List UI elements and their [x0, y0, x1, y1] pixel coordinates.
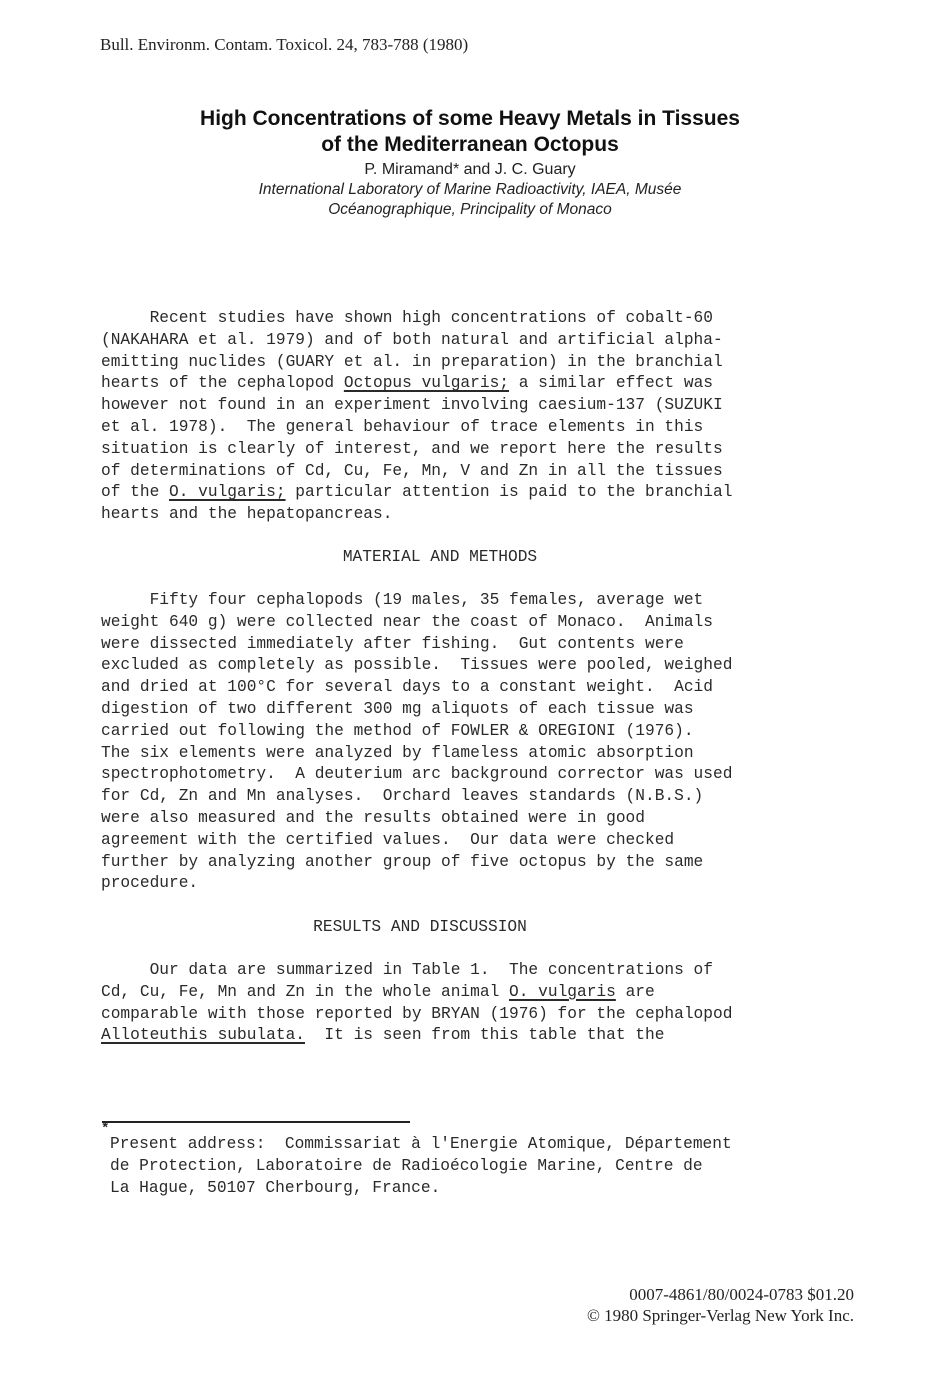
text-line: It is seen from this table that the — [305, 1026, 665, 1045]
text-line: carried out following the method of FOWLER & OREGIONI (1976). — [101, 721, 694, 740]
methods-paragraph — [101, 590, 821, 895]
results-paragraph — [101, 960, 821, 1047]
text-line: situation is clearly of interest, and we report here the results — [101, 439, 723, 458]
title-line-1: High Concentrations of some Heavy Metals in Tissues — [200, 107, 740, 130]
text-line: digestion of two different 300 mg aliquots of each tissue was — [101, 699, 694, 718]
text-line: (NAKAHARA et al. 1979) and of both natural and artificial alpha- — [101, 330, 723, 349]
title-line-2: of the Mediterranean Octopus — [321, 133, 619, 156]
text-line: The six elements were analyzed by flameless atomic absorption — [101, 743, 694, 762]
text-line: Cd, Cu, Fe, Mn and Zn in the whole animal — [101, 982, 509, 1001]
text-line: spectrophotometry. A deuterium arc background corrector was used — [101, 765, 733, 784]
footnote-divider — [102, 1121, 410, 1123]
text-line: Fifty four cephalopods (19 males, 35 females, average wet — [101, 591, 704, 609]
paper-title — [100, 106, 840, 158]
affiliation-line-2: Océanographique, Principality of Monaco — [328, 201, 612, 218]
text-line: hearts of the cephalopod — [101, 374, 344, 393]
taxon-name: Octopus vulgaris; — [343, 374, 509, 393]
text-line: of the — [101, 483, 169, 502]
footnote-marker: * — [101, 1121, 110, 1137]
text-line: particular attention is paid to the branchial — [285, 483, 733, 502]
text-line: comparable with those reported by BRYAN (1976) for the cephalopod — [101, 1004, 733, 1023]
journal-citation: Bull. Environm. Contam. Toxicol. 24, 783-788 (1980) — [100, 35, 469, 54]
text-line: agreement with the certified values. Our data were checked — [101, 830, 675, 849]
text-line: Our data are summarized in Table 1. The concentrations of — [101, 961, 713, 979]
text-line: however not found in an experiment involving caesium-137 (SUZUKI — [101, 396, 723, 415]
intro-paragraph — [101, 308, 821, 526]
text-line: are — [615, 982, 655, 1001]
taxon-name: Alloteuthis subulata. — [101, 1026, 305, 1045]
authors: P. Miramand* and J. C. Guary — [364, 161, 576, 178]
text-line: were also measured and the results obtained were in good — [101, 808, 645, 827]
taxon-name: O. vulgaris — [509, 982, 616, 1001]
text-line: excluded as completely as possible. Tissues were pooled, weighed — [101, 656, 733, 675]
text-line: further by analyzing another group of five octopus by the same — [101, 852, 704, 871]
text-line: of determinations of Cd, Cu, Fe, Mn, V and Zn in all the tissues — [101, 461, 723, 480]
text-line: for Cd, Zn and Mn analyses. Orchard leaves standards (N.B.S.) — [101, 787, 704, 806]
text-line: and dried at 100°C for several days to a constant weight. Acid — [101, 678, 713, 697]
text-line: hearts and the hepatopancreas. — [101, 505, 393, 524]
title-block — [100, 106, 840, 220]
section-heading-results: RESULTS AND DISCUSSION — [313, 918, 527, 936]
taxon-name: O. vulgaris; — [169, 483, 286, 502]
text-line: weight 640 g) were collected near the coast of Monaco. Animals — [101, 612, 713, 631]
publisher-info — [587, 1284, 854, 1326]
article-code: 0007-4861/80/0024-0783 $01.20 — [629, 1285, 854, 1304]
text-line: a similar effect was — [509, 374, 713, 393]
text-line: emitting nuclides (GUARY et al. in preparation) in the branchial — [101, 352, 723, 371]
footnote — [110, 1134, 830, 1199]
affiliation — [100, 180, 840, 220]
affiliation-line-1: International Laboratory of Marine Radioactivity, IAEA, Musée — [258, 181, 682, 198]
text-line: Present address: Commissariat à l'Energie Atomique, Département — [110, 1135, 732, 1153]
text-line: were dissected immediately after fishing. Gut contents were — [101, 634, 684, 653]
text-line: La Hague, 50107 Cherbourg, France. — [110, 1178, 441, 1197]
text-line: de Protection, Laboratoire de Radioécologie Marine, Centre de — [110, 1156, 703, 1175]
text-line: Recent studies have shown high concentrations of cobalt-60 — [101, 309, 713, 327]
text-line: procedure. — [101, 874, 199, 893]
section-heading-methods: MATERIAL AND METHODS — [342, 548, 538, 566]
text-line: et al. 1978). The general behaviour of trace elements in this — [101, 417, 704, 436]
copyright: © 1980 Springer-Verlag New York Inc. — [586, 1306, 854, 1325]
